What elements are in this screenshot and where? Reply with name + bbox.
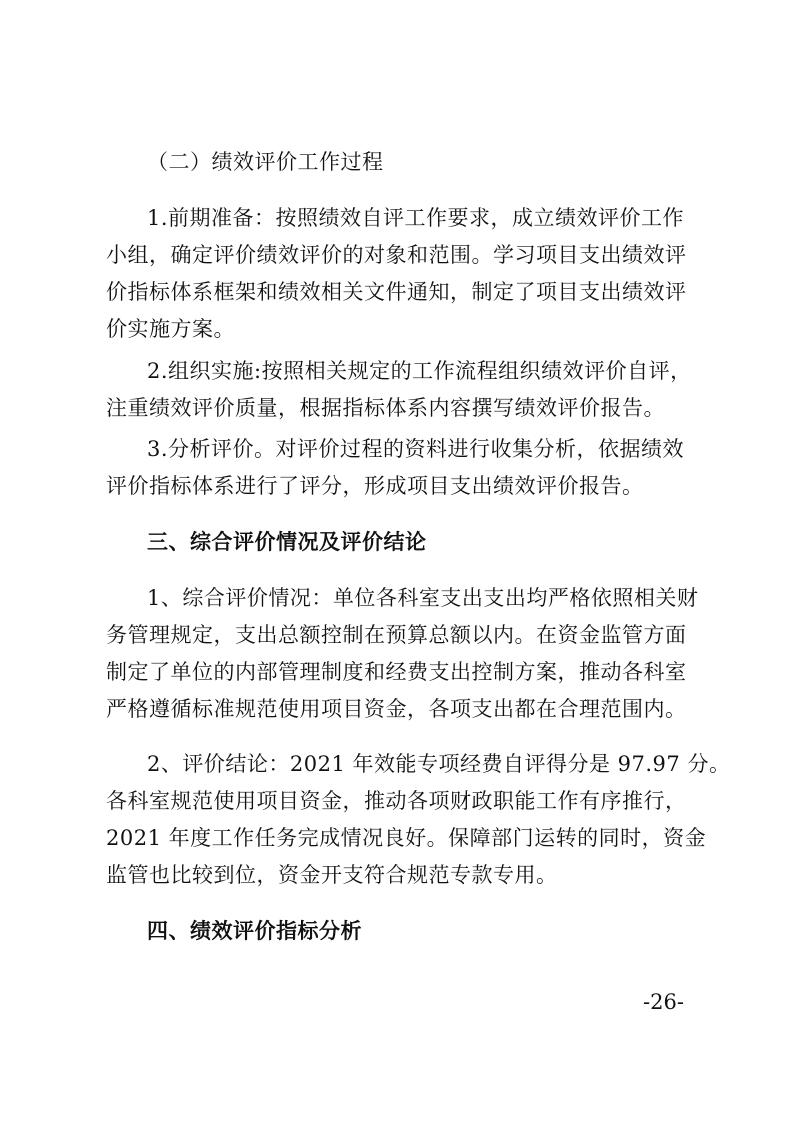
paragraph-line: 严格遵循标准规范使用项目资金，各项支出都在合理范围内。 <box>106 697 687 721</box>
paragraph-line: 3.分析评价。对评价过程的资料进行收集分析，依据绩效 <box>147 437 685 461</box>
paragraph-line: 1、综合评价情况：单位各科室支出支出均严格依照相关财 <box>147 586 699 610</box>
paragraph-line: 评价指标体系进行了评分，形成项目支出绩效评价报告。 <box>106 474 644 498</box>
paragraph-line: 制定了单位的内部管理制度和经费支出控制方案，推动各科室 <box>106 660 687 684</box>
paragraph-line: 2021 年度工作任务完成情况良好。保障部门运转的同时，资金 <box>106 826 707 850</box>
paragraph-line: 监管也比较到位，资金开支符合规范专款专用。 <box>106 863 558 887</box>
page-number: -26- <box>643 990 684 1014</box>
section-3-heading: 三、综合评价情况及评价结论 <box>147 530 427 554</box>
section-2-heading: （二）绩效评价工作过程 <box>147 150 384 174</box>
paragraph-line: 1.前期准备：按照绩效自评工作要求，成立绩效评价工作 <box>147 206 685 230</box>
section-4-heading: 四、绩效评价指标分析 <box>147 919 362 943</box>
paragraph-line: 各科室规范使用项目资金，推动各项财政职能工作有序推行， <box>106 789 687 813</box>
paragraph-line: 小组，确定评价绩效评价的对象和范围。学习项目支出绩效评 <box>106 243 687 267</box>
paragraph-line: 2.组织实施:按照相关规定的工作流程组织绩效评价自评， <box>147 359 692 383</box>
paragraph-line: 2、评价结论：2021 年效能专项经费自评得分是 97.97 分。 <box>147 752 731 776</box>
paragraph-line: 价实施方案。 <box>106 317 235 341</box>
paragraph-line: 价指标体系框架和绩效相关文件通知，制定了项目支出绩效评 <box>106 280 687 304</box>
paragraph-line: 注重绩效评价质量，根据指标体系内容撰写绩效评价报告。 <box>106 396 665 420</box>
paragraph-line: 务管理规定，支出总额控制在预算总额以内。在资金监管方面 <box>106 623 687 647</box>
